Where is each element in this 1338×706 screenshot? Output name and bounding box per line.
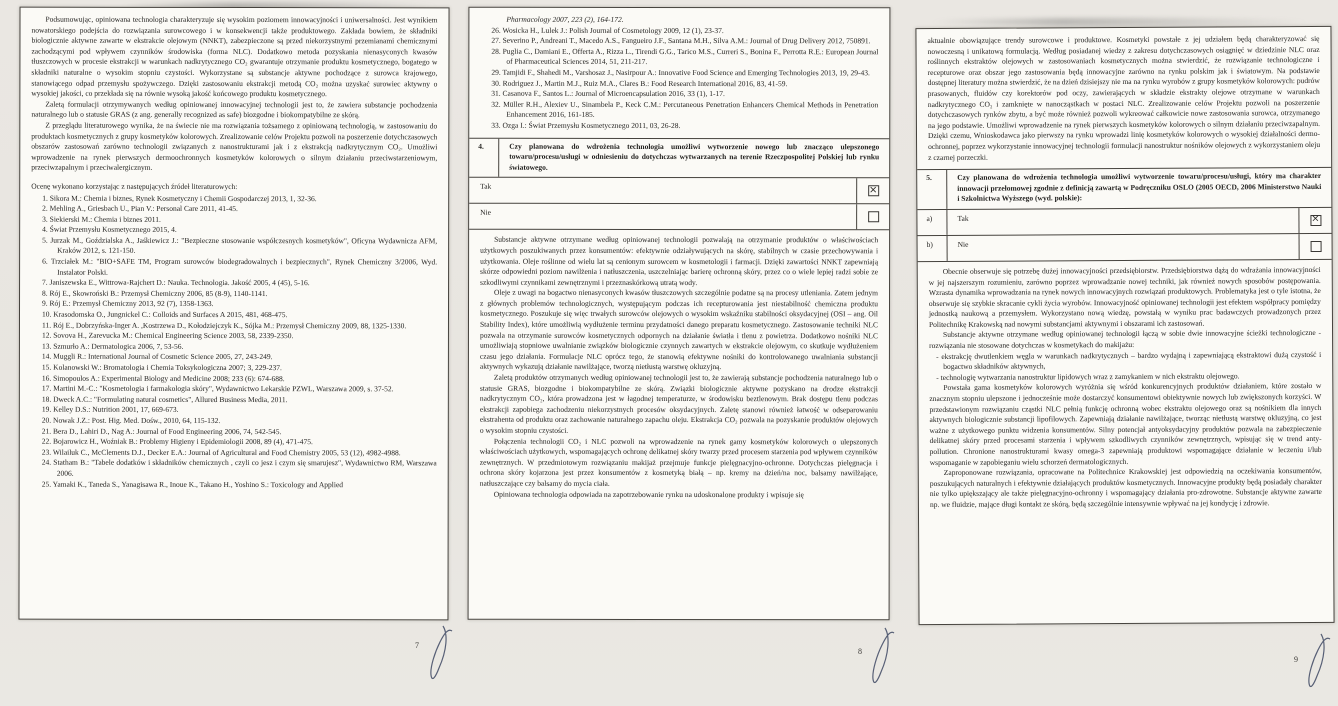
reference-item: 30. Rodriguez J., Martin M.J., Ruiz M.A., Clares B.: Food Research International 2016, 83, 41-59. — [491, 78, 788, 88]
reference-continuation: Pharmacology 2007, 223 (2), 164-172. — [506, 14, 624, 24]
signature-paraph-icon — [870, 626, 896, 690]
reference-item: 19. Kelley D.S.: Nutrition 2001, 17, 669-673. — [41, 405, 179, 415]
reference-item: 31. Casanova F., Santos L.: Journal of Microencapsulation 2016, 33 (1), 1-17. — [491, 88, 725, 99]
answer-prefix: b) — [918, 236, 948, 261]
answer-label: Tak — [480, 182, 492, 192]
answer-label: Tak — [957, 213, 969, 223]
question-4-header — [469, 138, 889, 178]
page-number: 8 — [858, 647, 862, 656]
paragraph: Substancje aktywne otrzymane według opiniowanej technologii pozwalają na otrzymanie produktów o właściwościach użytkowych poszukiwanych przez konsumentów: efektywnie odziaływujących na skórę, stabilnych w czasie przechowywania i użytkowania. Oleje roślinne od wielu lat są cenionym surowcem w kosmetologii i farmacji. Dzięki zawartości NNKT zapewniają skórze odpowiedni poziom nawilżenia i natłuszczenia, uszczelniając barierę ochronną skóry, przez co o wiele lepiej radzi sobie ze szkodliwymi czynnikami zewnętrznymi i przeznaskórkową utratą wody. — [480, 235, 879, 287]
signature-paraph-icon — [428, 624, 454, 686]
answer-prefix: a) — [917, 210, 947, 235]
reference-item: 7. Janiszewska E., Wittrowa-Rajchert D.: Nauka. Technologia. Jakość 2005, 4 (45), 5-16. — [42, 277, 310, 288]
reference-item: 4. Świat Przemysłu Kosmetycznego 2015, 4. — [42, 224, 177, 235]
checkbox-checked-icon: × — [1311, 213, 1320, 225]
checkbox-checked-icon: × — [868, 184, 878, 196]
reference-item: 28. Puglia C., Damiani E., Offerta A., Rizza L., Tirendi G.G., Tarico M.S., Curreri S., Bonina F., Perrotta R.E.: European Journal of Pharmaceutical Sciences 2014, 51, 211-217. — [491, 46, 879, 67]
references-list — [480, 25, 878, 131]
reference-item: 21. Bera D., Lahiri D., Nag A.: Journal of Food Engineering 2006, 74, 542-545. — [41, 426, 282, 436]
scan-artifact — [930, 18, 1310, 26]
page-7 — [18, 7, 449, 621]
reference-item: 23. Wilailuk C., McClements D.J., Decker E.A.: Journal of Agricultural and Food Chemistry 2005, 53 (12), 4982-4988. — [41, 447, 401, 458]
reference-item: 11. Rój E., Dobrzyńska-Inger A. ,Kostrzewa D., Kołodziejczyk K., Sójka M.: Przemysł Chemiczny 2009, 88, 1325-1330. — [41, 320, 407, 330]
paragraph: Substancje aktywne otrzymane według opiniowanej technologii łączą w sobie dwie innowacyjne ścieżki technologiczne - rozwiązania nie stosowane dotychczas w kosmetykach do makijażu: — [929, 328, 1322, 351]
answer-row-tak — [469, 178, 889, 205]
checkbox-cell — [1299, 234, 1332, 259]
reference-item: 33. Ozga I.: Świat Przemysłu Kosmetycznego 2011, 03, 26-28. — [491, 120, 681, 130]
question-text: Czy planowana do wdrożenia technologia umożliwi wytworzenie towaru/procesu/usługi, który ma charakter innowacji przełomowej zgodnie z definicją zawartą w Podręczniku OSLO (2005 OECD, 2006 Ministerstwo Nauki i Szkolnictwa Wyższego (wyd. polskie): — [957, 171, 1322, 204]
reference-item: 25. Yamaki K., Taneda S., Yanagisawa R., Inoue K., Takano H., Yoshino S.: Toxicology and Applied — [41, 479, 344, 489]
reference-item: 18. Dweck A.C.: "Formulating natural cosmetics", Allured Business Media, 2011. — [41, 394, 288, 404]
reference-item: 1. Sikora M.: Chemia i biznes, Rynek Kosmetyczny i Chemii Gospodarczej 2013, 1, 32-36. — [42, 193, 317, 203]
paragraph: Podsumowując, opiniowana technologia charakteryzuje się wysokim poziomem innowacyjności i uniwersalności. Jest wynikiem nowatorskiego podejścia do rozwiązania surowcowego i w konsekwencji także produktowego. Zakłada bowiem, że składniki biologicznie aktywne zawarte w ekstrakcie olejowym (NNKT), zabezpieczone są przed niekorzystnymi przemianami chemicznymi zachodzącymi pod wpływem czynników środowiska (forma NLC). Dodatkowo metoda pozyskania nienasyconych kwasów tłuszczowych w procesie ekstrakcji w warunkach nadkrytycznego CO₂ gwarantuje otrzymanie produktu kosmetycznego, bogatego w składniki naturalne o wysokim stopniu czystości. Wykorzystane są substancje aktywne pochodzące z surowca krajowego, stanowiącego odpad przemysłu spożywczego. Dzięki zastosowaniu ekstrakcji metodą CO₂ można uzyskać surowiec aktywny o wysokiej jakości, co przekłada się na równie wysoką jakość końcowego produktu kosmetycznego. — [31, 14, 438, 99]
paragraph: Z przeglądu literaturowego wynika, że na świecie nie ma rozwiązania tożsamego z opiniowaną technologią, w zastosowaniu do produktach kosmetycznych z grupy kosmetyków kolorowych. Zrealizowanie celów Projektu pozwoli na poszerzenie dotychczasowych obszarów zastosowań zarówno technologii związanych z nanostrukturami jak i z ekstrakcją nadkrytycznym CO₂. Umożliwi wprowadzenie na rynek pierwszych dermoochronnych kosmetyków kolorowych o silnym działaniu przeciwstarzeniowym, przeciwzapalnym i przeciwalergicznym. — [31, 120, 438, 173]
answer-row-b-nie — [918, 234, 1332, 262]
reference-item: 22. Bojarowicz H., Woźniak B.: Problemy Higieny i Epidemiologii 2008, 89 (4), 471-475. — [41, 436, 313, 447]
checkbox-cell — [1298, 208, 1331, 233]
reference-item: 8. Rój E., Skowroński B.: Przemysł Chemiczny 2006, 85 (8-9), 1140-1141. — [42, 288, 268, 298]
reference-item: 3. Siekierski M.: Chemia i biznes 2011. — [42, 214, 161, 224]
answer-label: Nie — [957, 239, 969, 249]
bullet-item: - ekstrakcję dwutlenkiem węgla w warunkach nadkrytycznych – bardzo wydajną i zapewniającą ekstraktowi dużą czystość i bogactwo składników aktywnych, — [936, 349, 1322, 372]
question-text: Czy planowana do wdrożenia technologia umożliwi wytworzenie nowego lub znacząco ulepszonego towaru/procesu/usługi w odniesieniu do dotychczas wytwarzanych na terenie Rzeczpospolitej Polskiej lub rynku światowego. — [509, 141, 880, 172]
sources-intro: Ocenę wykonano korzystając z następujących źródeł literaturowych: — [31, 181, 238, 191]
paragraph: Opiniowana technologia odpowiada na zapotrzebowanie rynku na udoskonalone produkty i wpisuje się — [493, 489, 804, 499]
question-number: 4. — [469, 138, 499, 177]
answer-row-a-tak — [917, 208, 1331, 236]
question-number: 5. — [917, 170, 947, 209]
checkbox-empty-icon — [868, 212, 879, 223]
checkbox-cell — [856, 205, 889, 230]
page-number: 7 — [415, 641, 419, 650]
signature-paraph-icon — [1306, 632, 1332, 694]
question-4-table — [469, 137, 889, 230]
reference-item: 20. Nowak J.Z.: Post. Hig. Med. Dośw., 2010, 64, 115-132. — [41, 415, 221, 425]
checkbox-empty-icon — [1310, 241, 1321, 252]
reference-item: 14. Muggli R.: International Journal of Cosmetic Science 2005, 27, 243-249. — [41, 352, 273, 362]
page-9 — [915, 26, 1334, 625]
reference-item: 27. Severino P., Andreani T., Macedo A.S., Fangueiro J.F., Santana M.H., Silva A.M.: Journal of Drug Delivery 2012, 750891. — [491, 35, 871, 46]
paragraph: Oleje z uwagi na bogactwo nienasyconych kwasów tłuszczowych szczególnie podatne są na procesy utleniania. Zatem jednym z głównych problemów technologicznych, występującym podczas ich recepturowania jest niestabilność chemiczna produktu kosmetycznego. Poszukuje się więc trwałych surowców olejowych o wysokim wskaźniku stabilności oksydacyjnej (OSI – ang. Oil Stability Index), które umożliwią wydłużenie terminu przydatności danego preparatu kosmetycznego. Zastosowanie techniki NLC pozwala na otrzymanie surowców kosmetycznych odpornych na działanie światła i tlenu z powietrza. Dodatkowo nośniki NLC umożliwiają stopniowe uwalnianie związków biologicznie czynnych zawartych w ekstrakcie olejowym, co skutkuje wydłużeniem czasu jego działania. Formulacje NLC oprócz tego, że stanowią efektywne nośniki do kontrolowanego uwalniania substancji aktywnych wykazują działanie nawilżające, tworzą nietłustą warstwę okluzyjną. — [479, 288, 879, 372]
paragraph: Zaproponowane rozwiązania, opracowane na Politechnice Krakowskiej jest odpowiedzią na oczekiwania konsumentów, poszukujących naturalnych i efektywnie działających produktów kosmetycznych. Innowacyjne produkty będą posiadały charakter nie tylko upiększający ale także pielęgnacyjno-ochronny i wspomagający działania pro-zdrowotne. Substancje aktywne zawarte np. we fluidzie, mające długi kontakt ze skórą, będą szczególnie intensywnie wpływać na jej kondycję i zdrowie. — [929, 466, 1322, 509]
reference-item: 2. Mehling A., Griesbach U., Pian V.: Personal Care 2011, 41-45. — [42, 203, 238, 214]
reference-item: 12. Sovova H., Zarevucka M.: Chemical Engineering Science 2003, 58, 2339-2350. — [41, 330, 294, 341]
reference-item: 29. Tamjidi F., Shahedi M., Varshosaz J., Nasirpour A.: Innovative Food Science and Emerging Technologies 2013, 19, 29-43. — [491, 67, 870, 78]
reference-item: 6. Trzciałek M.: "BIO+SAFE TM, Program surowców biodegradowalnych i bezpiecznych", Rynek Chemiczny 3/2006, Wyd. Instalator Polski. — [42, 256, 438, 277]
question-5-header — [917, 168, 1331, 210]
reference-item: 17. Martini M.-C.: "Kosmetologia i farmakologia skóry", Wydawnictwo Lekarskie PZWL, Warszawa 2009, s. 37-52. — [41, 383, 394, 394]
reference-item: 32. Müller R.H., Alexiev U., Sinambela P., Keck C.M.: Percutaneous Penetration Enhancers Chemical Methods in Penetration Enhancement 2016, 161-185. — [491, 99, 879, 120]
page-8 — [468, 7, 891, 621]
reference-item: 5. Jurzak M., Goździalska A., Jaśkiewicz J.: "Bezpieczne stosowanie współczesnych kosmetyków", Oficyna Wydawnicza AFM, Kraków 2012, s. 121-150. — [42, 235, 438, 256]
reference-item: 16. Simopoulos A.: Experimental Biology and Medicine 2008; 233 (6): 674-688. — [41, 373, 285, 383]
question-5-table — [917, 167, 1331, 262]
paragraph: aktualnie obowiązujące trendy surowcowe i produktowe. Kosmetyki powstałe z jej udziałem będą charakteryzować się nowoczesną i unikatową formulacją. Według posiadanej wiedzy z zakresu dotychczasowych osiągnięć w dziedzinie NLC oraz roślinnych ekstraktów olejowych w zastosowaniach kosmetycznych można stwierdzić, że rozwiązanie technologiczne i recepturowe oraz obszar jego zastosowania będą innowacyjne zarówno na rynku polskim jak i światowym. Na podstawie dostępnej literatury można stwierdzić, że na dzień dzisiejszy nie ma na rynku wyrobów z grupy kosmetyków kolorowych: pudrów prasowanych, fluidów czy korektorów pod oczy, zawierających w składzie ekstrakty olejowe otrzymane w warunkach nadkrytycznego CO₂ i zamknięte w nanocząstkach w postaci NLC. Zrealizowanie celów Projektu pozwoli na poszerzenie dotychczasowych rynków zbytu, a być może również pozwoli wykreować całkowicie nowe zastosowania surowca, otrzymanego na jego podstawie. Umożliwi wprowadzenie na rynek pierwszych kosmetyków kolorowych o silnym działaniu przeciwzapalnym. Dzięki czemu, Wnioskodawca jako pierwszy na rynku wprowadzi linię kosmetyków kolorowych o wysokiej działalności dermo-ochronnej, poprzez wykorzystanie innowacyjnej technologii formulacji nanostruktur nośników olejowych z wykorzystaniem oleju z czarnej porzeczki. — [927, 33, 1321, 162]
reference-item: 24. Statham B.: "Tabele dodatków i składników chemicznych , czyli co jesz i czym się smarujesz", Wydawnictwo RM, Warszawa 2006. — [41, 458, 437, 478]
references-list — [31, 193, 438, 490]
bullet-item: - technologię wytwarzania nanostruktur lipidowych wraz z zamykaniem w nich ekstraktu olejowego. — [936, 371, 1240, 382]
answer-label: Nie — [480, 208, 491, 218]
page-number: 9 — [1294, 655, 1298, 664]
answer-row-nie — [469, 204, 889, 231]
reference-item: 26. Wosicka H., Lulek J.: Polish Journal of Cosmetology 2009, 12 (1), 23-37. — [491, 25, 724, 35]
reference-item: 9. Rój E.: Przemysł Chemiczny 2013, 92 (7), 1358-1363. — [42, 299, 214, 309]
paragraph: Zaletą formulacji otrzymywanych według opiniowanej innowacyjnej technologii jest to, że zawiera substancje pochodzenia naturalnego lub o statusie GRAS (z ang. generally recognized as safe) biozgodne i biokompatybilne ze skórą. — [31, 99, 438, 120]
paragraph: Zaletą produktów otrzymanych według opiniowanej technologii jest to, że zawierają substancje pochodzenia naturalnego lub o statusie GRAS, biozgodne i biokompatybilne ze skórą. Związki biologicznie aktywne pozyskano na drodze ekstrakcji nadkrytycznym CO₂, która prowadzona jest w łagodnej temperaturze, w środowisku beztlenowym. Brak dostępu tlenu podczas ekstrakcji zapobiega zachodzeniu niekorzystnych procesów oksydacyjnych. Zaletę stanowi również łatwość w odseparowaniu ekstrahenta od produktu oraz zachowanie naturalnego zapachu oleju. Ekstrakcja CO₂ pozwala na pozyskanie produktów olejowych o wysokim stopniu czystości. — [479, 372, 878, 435]
reference-item: 15. Kolanowski W.: Bromatologia i Chemia Toksykologiczna 2007; 3, 229-237. — [41, 362, 282, 373]
reference-item: 10. Krasodomska O., Jungnickel C.: Colloids and Surfaces A 2015, 481, 468-475. — [41, 309, 288, 320]
paragraph: Powstała gama kosmetyków kolorowych wyróżnia się wśród konkurencyjnych produktów działaniem, które zostało w znacznym stopniu ulepszone i jednocześnie może dostarczyć konsumentowi obiektywnie nowych lub zwiększonych korzyści. W przedstawionym rozwiązaniu cząstki NLC pełnią funkcję ochronną wobec ekstraktu olejowego oraz są nośnikiem dla innych aktywnych biologicznie substancji lipofilowych. Zapewniają działanie nawilżające, tworząc nietłustą warstwę okluzyjną, co jest ważne z użytkowego punktu widzenia konsumentów. Silny potencjał antyoksydacyjny produktów pozwala na zabezpieczenie delikatnej skóry przed procesami starzenia i wpływem szkodliwych czynników zewnętrznych, wpisując się w trend anty-pollution. Chronione nanostrukturami kwasy omega-3 zapewniają produktowi wspomagające działanie w leczeniu i/lub wspomaganie w zapobieganiu wielu schorzeń dermatologicznych. — [929, 381, 1322, 467]
checkbox-cell — [856, 179, 889, 204]
paragraph: Obecnie obserwuje się potrzebę dużej innowacyjności przedsiębiorstw. Przedsiębiorstwa dążą do wdrażania innowacyjności w jej najszerszym rozumieniu, zarówno poprzez wprowadzanie nowej techniki, jak również nowych sposobów postępowania. Wzrasta dynamika wprowadzania na rynek nowych innowacyjnych rozwiązań produktowych. Problematyka jest o tyle istotna, że obserwuje się szybkie skracanie cykli życia wyrobów. Innowacyjność opiniowanej technologii jest efektem współpracy pomiędzy jednostką naukową a przemysłem. Wykorzystano nową wiedzę, powstałą w wyniku prac badawczych prowadzonych przez Politechnikę Krakowską nad nowymi substancjami aktywnymi i obszarami ich zastosowań. — [928, 264, 1321, 329]
reference-item: 13. Szmurło A.: Dermatologica 2006, 7, 53-56. — [41, 341, 184, 351]
paragraph: Połączenia technologii CO₂ i NLC pozwoli na wprowadzenie na rynek gamy kosmetyków kolorowych o ulepszonych właściwościach użytkowych, wspomagających ochronę delikatnej skóry twarzy przed procesem starzenia pod wpływem czynników zewnętrznych. W przedmiotowym rozwiązaniu makijaż przejmuje funkcje pielęgnacyjno-ochronne. Dotychczas pielęgnacja i ochrona skóry kojarzona jest przez konsumentów z kosmetyką białą – np. kremy na dzień/na noc, balsamy nawilżające, natłuszczające czy balsamy do mycia ciała. — [479, 436, 878, 488]
